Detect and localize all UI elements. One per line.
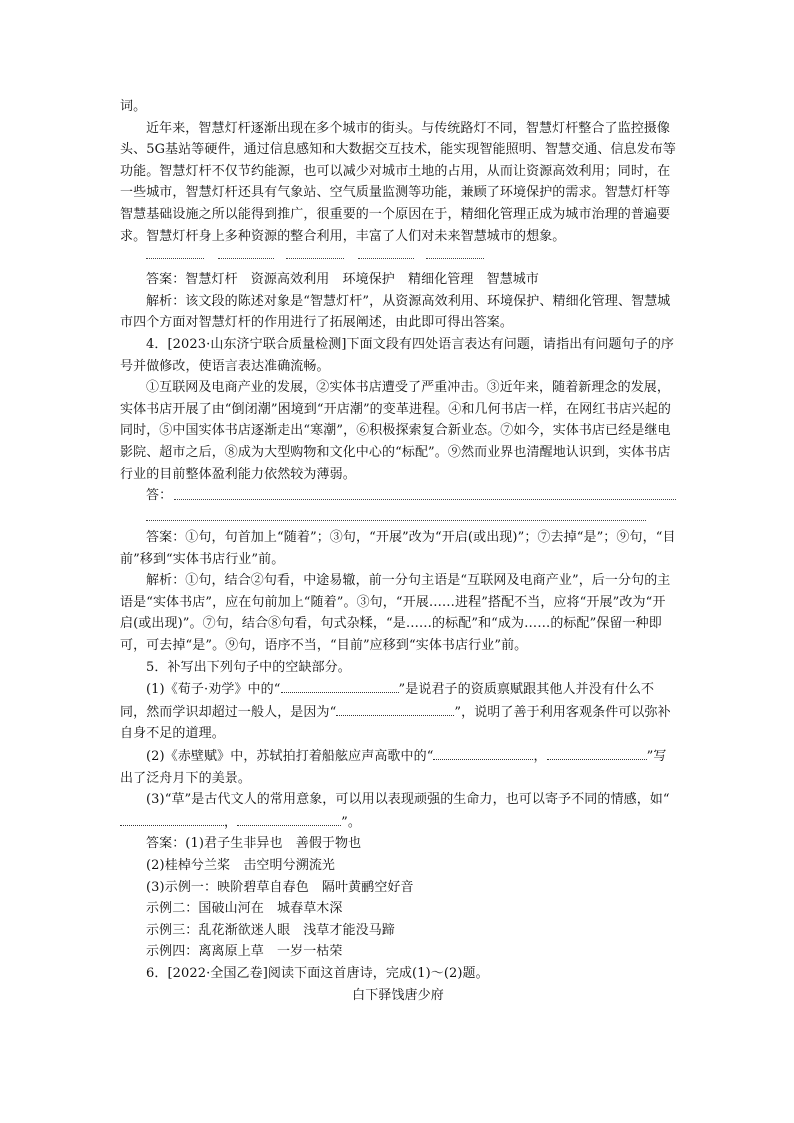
- q5-answer-6: 示例四：离离原上草 一岁一枯荣: [146, 944, 343, 960]
- q5-answer-1: 答案：(1)君子生非异也 善假于物也: [146, 836, 362, 852]
- q5-stem: 5．补写出下列句子中的空缺部分。: [146, 659, 351, 675]
- q4-answer-label: 答：: [146, 488, 173, 504]
- q5-item-2: (2)《赤壁赋》中，苏轼拍打着船舷应声高歌中的“ ， ”写出了泛舟月下的美景。: [120, 745, 676, 789]
- paragraph-fragment: 词。: [120, 99, 147, 114]
- q5-answer-5: 示例三：乱花渐欲迷人眼 浅草才能没马蹄: [146, 922, 395, 938]
- q6-stem: 6．[2022·全国乙卷]阅读下面这首唐诗，完成(1)～(2)题。: [146, 965, 489, 981]
- q4-answer-line: [146, 485, 676, 506]
- q5-answer-2: (2)桂棹兮兰桨 击空明兮溯流光: [146, 858, 336, 873]
- q5-answer-4: 示例二：国破山河在 城春草木深: [146, 901, 343, 917]
- q3-analysis: 解析：该文段的陈述对象是“智慧灯杆”，从资源高效利用、环境保护、精细化管理、智慧城市四个方面对智慧灯杆的作用进行了拓展阐述，由此即可得出答案。: [120, 293, 671, 331]
- q4-answer: 答案：①句，句首加上“随着”；③句，“开展”改为“开启(或出现)”；⑦去掉“是”；⑨句，“目前”移到“实体书店行业”前。: [120, 530, 676, 567]
- q4-text: ①互联网及电商产业的发展，②实体书店遭受了严重冲击。③近年来，随着新理念的发展，实体书店开展了由“倒闭潮”困境到“开店潮”的变革进程。④和几何书店一样，在网红书店兴起的同时，⑤中国实体书店逐渐走出“寒潮”，⑥积极探索复合新业态。⑦如今，实体书店已经是继电影院、超市之后，⑧成为大型购物和文化中心的“标配”。⑨然而业界也清醒地认识到，实体书店行业的目前整体盈利能力依然较为薄弱。: [120, 380, 671, 482]
- passage-smart-lamp: 近年来，智慧灯杆逐渐出现在多个城市的街头。与传统路灯不同，智慧灯杆整合了监控摄像头、5G基站等硬件，通过信息感知和大数据交互技术，能实现智能照明、智慧交通、信息发布等功能。智慧灯杆不仅节约能源，也可以减少对城市土地的占用，从而让资源高效利用；同时，在一些城市，智慧灯杆还具有气象站、空气质量监测等功能，兼顾了环境保护的需求。智慧灯杆等智慧基础设施之所以能得到推广，很重要的一个原因在于，精细化管理正成为城市治理的普遍要求。智慧灯杆身上多种资源的整合利用，丰富了人们对未来智慧城市的想象。: [120, 120, 676, 244]
- q5-item-1: (1)《荀子·劝学》中的“ ”是说君子的资质禀赋跟其他人并没有什么不同，然而学识却超过一般人，是因为“ ”，说明了善于利用客观条件可以弥补自身不足的道理。: [120, 678, 676, 745]
- q4-answer-line-2: [146, 506, 646, 521]
- document-page: [120, 96, 676, 1006]
- q4-stem: 4．[2023·山东济宁联合质量检测]下面文段有四处语言表达有问题，请指出有问题句子的序号并做修改，使语言表达准确流畅。: [120, 336, 675, 374]
- q5-item-3: (3)“草”是古代文人的常用意象，可以用以表现顽强的生命力，也可以寄予不同的情感，如“， ”。: [120, 789, 676, 833]
- q4-analysis: 解析：①句，结合②句看，中途易辙，前一分句主语是“互联网及电商产业”，后一分句的主语是“实体书店”，应在句前加上“随着”。③句，“开展……进程”搭配不当，应将“开展”改为“开启(或出现)”。⑦句，结合⑧句看，句式杂糅，“是……的标配”和“成为……的标配”保留一种即可，可去掉“是”。⑨句，语序不当，“目前”应移到“实体书店行业”前。: [120, 573, 671, 654]
- poem-title: 白下驿饯唐少府: [352, 987, 444, 1003]
- q3-answer: 答案：智慧灯杆 资源高效利用 环境保护 精细化管理 智慧城市: [146, 272, 540, 288]
- answer-blanks-row: [146, 249, 676, 269]
- q5-answer-3: (3)示例一：映阶碧草自春色 隔叶黄鹂空好音: [146, 879, 414, 895]
